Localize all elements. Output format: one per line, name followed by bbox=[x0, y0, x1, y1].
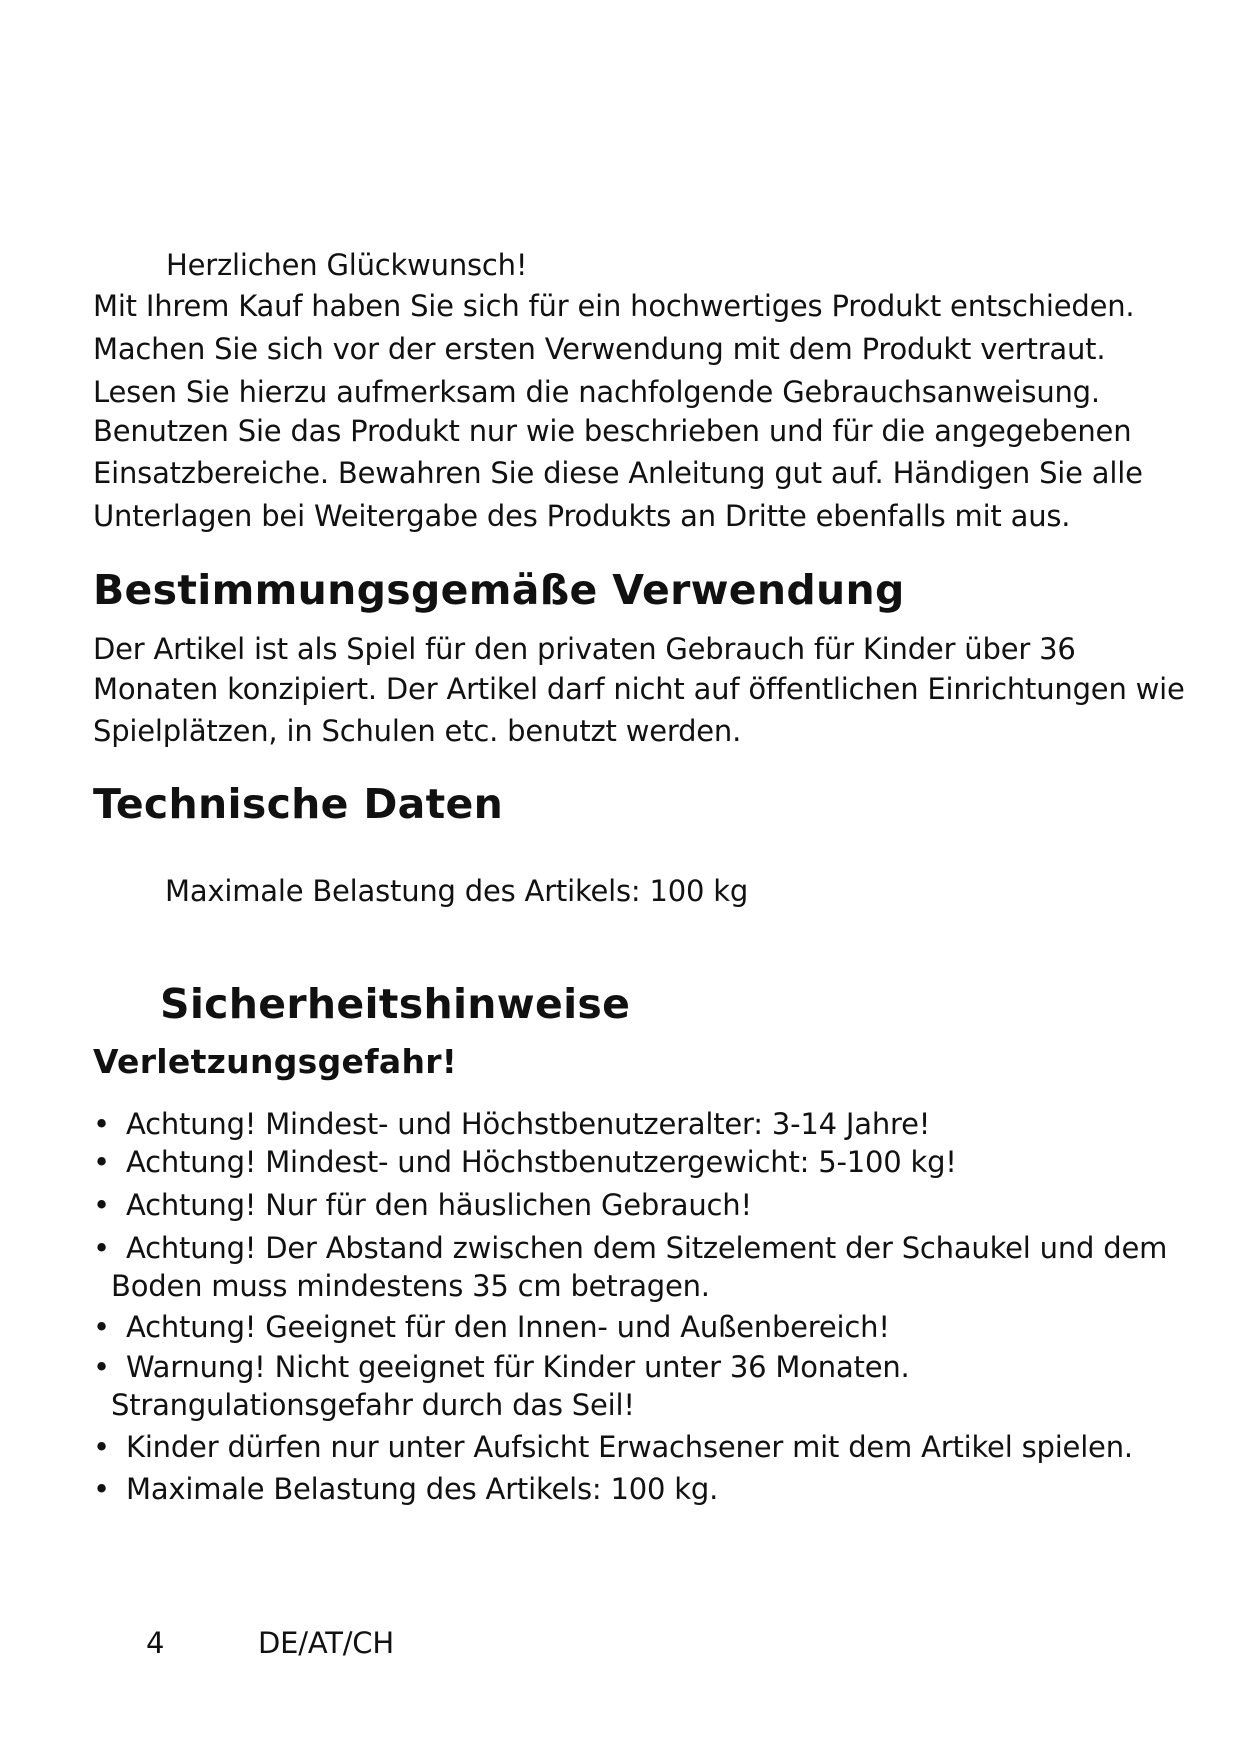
bullet-icon: • bbox=[93, 1231, 110, 1265]
safety-item-text: Achtung! Mindest- und Höchstbenutzergewicht: 5-100 kg! bbox=[126, 1145, 957, 1179]
safety-item-continuation: Boden muss mindestens 35 cm betragen. bbox=[111, 1269, 710, 1303]
safety-item-text: Achtung! Geeignet für den Innen- und Außenbereich! bbox=[126, 1310, 890, 1344]
safety-list-item bbox=[93, 1143, 1134, 1181]
safety-list bbox=[93, 1105, 1168, 1508]
safety-item-text: Kinder dürfen nur unter Aufsicht Erwachsener mit dem Artikel spielen. bbox=[126, 1430, 1133, 1464]
intro-line: Lesen Sie hierzu aufmerksam die nachfolgende Gebrauchsanweisung. bbox=[93, 375, 1100, 409]
safety-list-item bbox=[93, 1428, 1134, 1466]
safety-list-item bbox=[93, 1348, 1134, 1424]
bullet-icon: • bbox=[93, 1188, 110, 1222]
safety-item-text: Warnung! Nicht geeignet für Kinder unter 36 Monaten. bbox=[126, 1350, 910, 1384]
safety-list-item bbox=[93, 1186, 1134, 1224]
safety-heading: Sicherheitshinweise bbox=[160, 980, 631, 1028]
safety-item-text: Achtung! Der Abstand zwischen dem Sitzelement der Schaukel und dem bbox=[126, 1231, 1168, 1265]
technical-data-heading: Technische Daten bbox=[93, 780, 504, 828]
intro-line: Benutzen Sie das Produkt nur wie beschrieben und für die angegebenen bbox=[93, 414, 1132, 448]
bullet-icon: • bbox=[93, 1310, 110, 1344]
locale-label: DE/AT/CH bbox=[258, 1626, 394, 1660]
safety-list-item bbox=[93, 1229, 1168, 1305]
intro-line: Mit Ihrem Kauf haben Sie sich für ein hochwertiges Produkt entschieden. bbox=[93, 289, 1135, 323]
bullet-icon: • bbox=[93, 1472, 110, 1506]
safety-list-item bbox=[93, 1105, 1134, 1143]
bullet-icon: • bbox=[93, 1145, 110, 1179]
safety-item-text: Maximale Belastung des Artikels: 100 kg. bbox=[126, 1472, 719, 1506]
intended-use-heading: Bestimmungsgemäße Verwendung bbox=[93, 566, 905, 614]
max-load-text: Maximale Belastung des Artikels: 100 kg bbox=[165, 874, 749, 908]
intro-line: Einsatzbereiche. Bewahren Sie diese Anleitung gut auf. Händigen Sie alle bbox=[93, 456, 1143, 490]
safety-item-text: Achtung! Mindest- und Höchstbenutzeralter: 3-14 Jahre! bbox=[126, 1107, 931, 1141]
intended-use-line: Der Artikel ist als Spiel für den privaten Gebrauch für Kinder über 36 bbox=[93, 632, 1076, 666]
safety-item-continuation: Strangulationsgefahr durch das Seil! bbox=[111, 1388, 635, 1422]
intro-line: Machen Sie sich vor der ersten Verwendung mit dem Produkt vertraut. bbox=[93, 332, 1106, 366]
bullet-icon: • bbox=[93, 1350, 110, 1384]
bullet-icon: • bbox=[93, 1430, 110, 1464]
safety-list-item bbox=[93, 1470, 1134, 1508]
page-number: 4 bbox=[146, 1626, 165, 1660]
bullet-icon: • bbox=[93, 1107, 110, 1141]
intended-use-line: Spielplätzen, in Schulen etc. benutzt werden. bbox=[93, 714, 742, 748]
safety-item-text: Achtung! Nur für den häuslichen Gebrauch! bbox=[126, 1188, 752, 1222]
intended-use-line: Monaten konzipiert. Der Artikel darf nicht auf öffentlichen Einrichtungen wie bbox=[93, 672, 1185, 706]
injury-warning-subheading: Verletzungsgefahr! bbox=[93, 1042, 458, 1081]
safety-list-item bbox=[93, 1308, 1134, 1346]
greeting: Herzlichen Glückwunsch! bbox=[166, 248, 528, 282]
intro-line: Unterlagen bei Weitergabe des Produkts an Dritte ebenfalls mit aus. bbox=[93, 499, 1071, 533]
